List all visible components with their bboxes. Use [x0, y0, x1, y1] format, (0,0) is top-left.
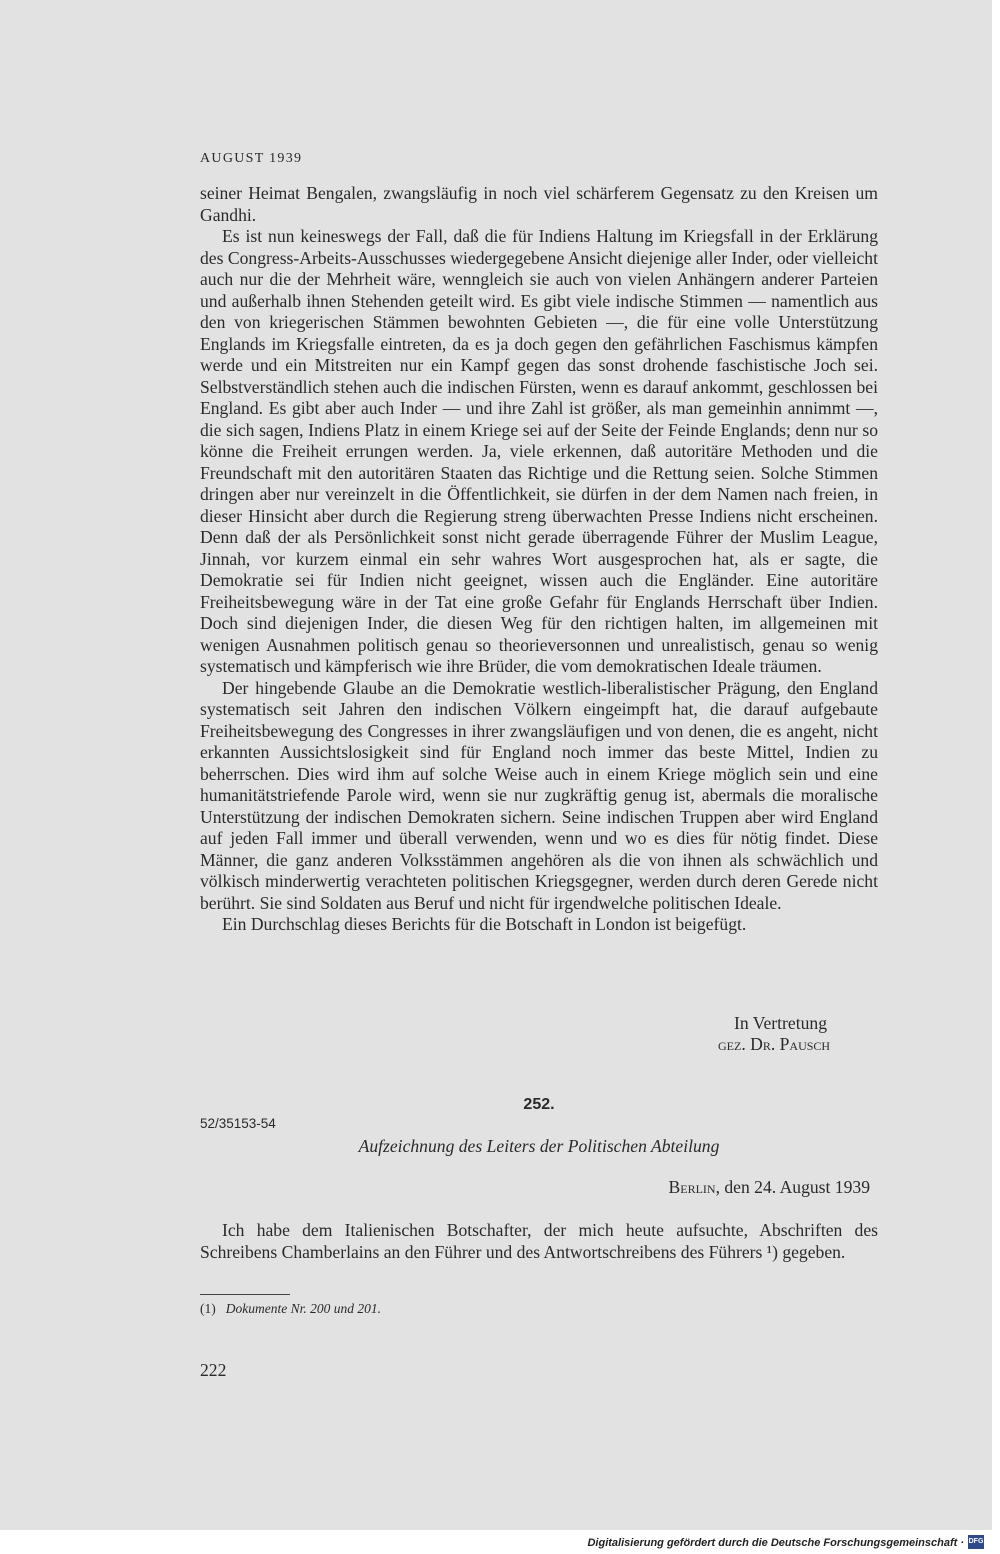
- document-number: 252.: [523, 1096, 555, 1113]
- body-text: [200, 183, 878, 936]
- paragraph: seiner Heimat Bengalen, zwangsläufig in noch viel schärferem Gegensatz zu den Kreisen um Gandhi.: [200, 183, 878, 225]
- digitization-credit: Digitalisierung gefördert durch die Deutsche Forschungsgemeinschaft ·: [587, 1537, 964, 1549]
- footnote-text: Dokumente Nr. 200 und 201.: [225, 1301, 381, 1316]
- dateline: [669, 1177, 871, 1198]
- dfg-logo: DFG: [968, 1535, 984, 1549]
- dateline-date: , den 24. August 1939: [715, 1177, 870, 1197]
- footnote-marker: (1): [200, 1301, 216, 1316]
- footnote: [200, 1301, 381, 1317]
- file-reference: 52/35153-54: [200, 1116, 276, 1131]
- signature-line-1: In Vertretung: [734, 1013, 827, 1033]
- footnote-rule: [200, 1294, 290, 1295]
- paragraph: Der hingebende Glaube an die Demokratie westlich-liberalistischer Prägung, den England systematisch seit Jahren den indischen Völkern eingeimpft hat, die darauf aufgebaute Freiheitsbewegung des Congresses in ihrer zwangsläufigen und von denen, die es angeht, nicht erkannten Aussichtslosigkeit sind für England noch immer das beste Mittel, Indien zu beherrschen. Dies wird ihm auf solche Weise auch in einem Kriege möglich sein und eine humanitätstriefende Parole wird, wenn sie nur zugkräftig genug ist, abermals die moralische Unterstützung der indischen Demokraten sichern. Seine indischen Truppen aber wird England auf jeden Fall immer und überall verwenden, wenn und wo es dies für nötig findet. Diese Männer, die ganz anderen Volksstämmen angehören als die von ihnen als schwächlich und völkisch minderwertig verachteten politischen Kriegsgegner, werden durch deren Gerede nicht berührt. Sie sind Soldaten aus Beruf und nicht für irgendwelche politischen Ideale.: [200, 677, 878, 913]
- document-body: Ich habe dem Italienischen Botschafter, der mich heute aufsuchte, Abschriften des Schreibens Chamberlains an den Führer und des Antwortschreibens des Führers ¹) gegeben.: [200, 1220, 878, 1262]
- signature-line-2: gez. Dr. Pausch: [718, 1034, 831, 1054]
- paragraph: Es ist nun keineswegs der Fall, daß die für Indiens Haltung im Kriegsfall in der Erklärung des Congress-Arbeits-Ausschusses wiedergegebene Ansicht diejenige aller Inder, oder vielleicht auch nur die der Mehrheit wäre, wenngleich sie auch von vielen Anhängern anderer Parteien und außerhalb ihnen Stehenden geteilt wird. Es gibt viele indische Stimmen — namentlich aus den von kriegerischen Stämmen bewohnten Gebieten —, die für eine volle Unterstützung Englands im Kriegsfalle eintreten, da es ja doch gegen den gefährlichen Faschismus kämpfen werde und ein Mitstreiten nur ein Kampf gegen das sonst drohende faschistische Joch sei. Selbstverständlich stehen auch die indischen Fürsten, wenn es darauf ankommt, geschlossen bei England. Es gibt aber auch Inder — und ihre Zahl ist größer, als man gemeinhin annimmt —, die sich sagen, Indiens Platz in einem Kriege sei auf der Seite der Feinde Englands; denn nur so könne die Freiheit errungen werden. Ja, viele erkennen, daß autoritäre Methoden und die Freundschaft mit den autoritären Staaten das Richtige und die Rettung seien. Solche Stimmen dringen aber nur vereinzelt in die Öffentlichkeit, sie dürfen in der dem Namen nach freien, in dieser Hinsicht aber durch die Regierung streng überwachten Presse Indiens nicht erscheinen. Denn daß der als Persönlichkeit sonst nicht gerade überragende Führer der Muslim League, Jinnah, vor kurzem einmal ein sehr wahres Wort ausgesprochen hat, als er sagte, die Demokratie sei für Indien nicht geeignet, wissen auch die Engländer. Eine autoritäre Freiheitsbewegung wäre in der Tat eine große Gefahr für Englands Herrschaft über Indien. Doch sind diejenigen Inder, die diesen Weg für den richtigen halten, im allgemeinen mit wenigen Ausnahmen politisch genau so theorieversonnen und unrealistisch, genau so wenig systematisch und kämpferisch wie ihre Brüder, die vom demokratischen Ideale träumen.: [200, 226, 878, 676]
- page-number: 222: [200, 1360, 227, 1380]
- document-title: Aufzeichnung des Leiters der Politischen Abteilung: [358, 1136, 720, 1156]
- running-head: AUGUST 1939: [200, 151, 303, 166]
- paragraph: Ein Durchschlag dieses Berichts für die Botschaft in London ist beigefügt.: [222, 914, 747, 934]
- dateline-place: Berlin: [668, 1177, 716, 1197]
